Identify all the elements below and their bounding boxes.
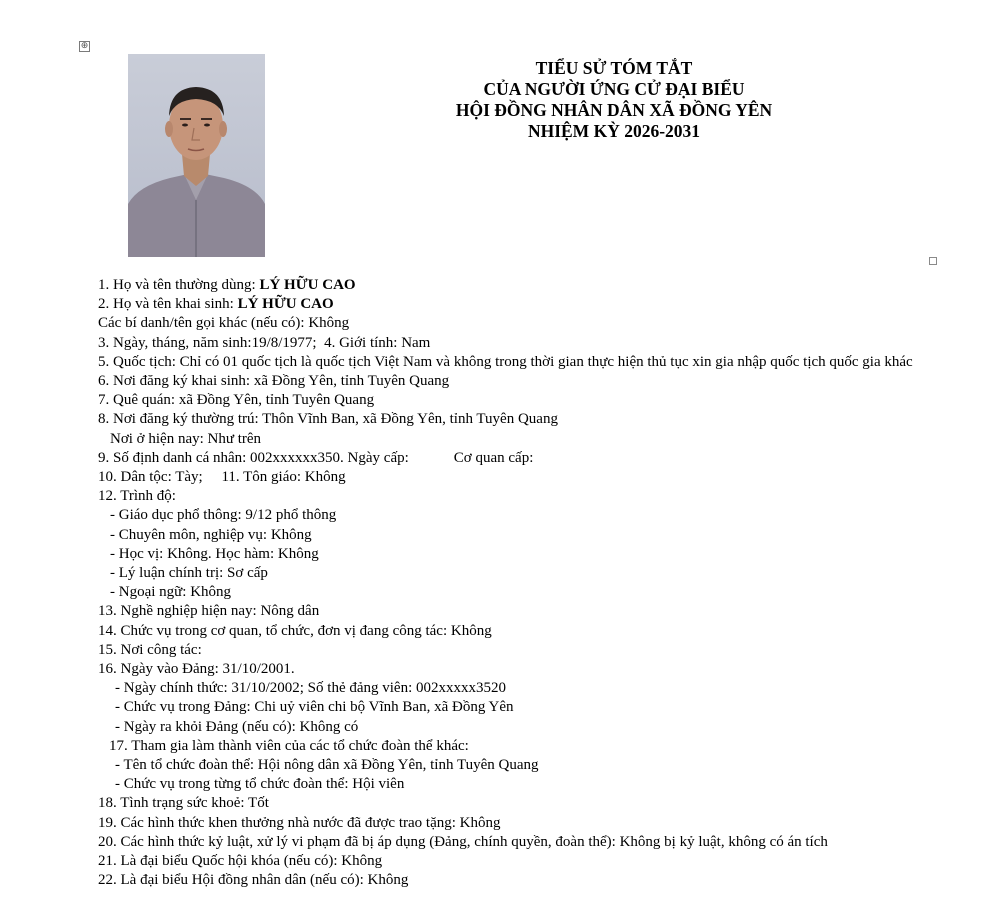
field-party-leave: - Ngày ra khỏi Đảng (nếu có): Không có: [115, 718, 359, 735]
field-personal-id: 9. Số định danh cá nhân: 002xxxxxx350. Ngày cấp: Cơ quan cấp:: [98, 449, 534, 466]
field-degree: - Học vị: Không. Học hàm: Không: [110, 545, 319, 562]
table-resize-handle[interactable]: [929, 257, 937, 265]
biography-body: [98, 276, 968, 891]
field-party-official: - Ngày chính thức: 31/10/2002; Số thẻ đảng viên: 002xxxxx3520: [115, 680, 507, 697]
candidate-photo: [128, 54, 265, 257]
field-peoples-council: 22. Là đại biểu Hội đồng nhân dân (nếu có): Không: [98, 872, 409, 889]
table-move-handle-icon[interactable]: ⊕: [80, 41, 89, 51]
field-awards: 19. Các hình thức khen thưởng nhà nước đã được trao tặng: Không: [98, 814, 501, 831]
field-organization-role: - Chức vụ trong từng tổ chức đoàn thể: Hội viên: [115, 776, 405, 793]
field-label: 1. Họ và tên thường dùng:: [98, 277, 260, 293]
field-permanent-residence: 8. Nơi đăng ký thường trú: Thôn Vĩnh Ban, xã Đồng Yên, tỉnh Tuyên Quang: [98, 411, 558, 428]
field-health: 18. Tình trạng sức khoẻ: Tốt: [98, 795, 269, 812]
title-line-2: CỦA NGƯỜI ỨNG CỬ ĐẠI BIỂU: [483, 79, 745, 99]
field-occupation: 13. Nghề nghiệp hiện nay: Nông dân: [98, 603, 320, 620]
field-current-residence: Nơi ở hiện nay: Như trên: [110, 430, 262, 447]
field-discipline: 20. Các hình thức kỷ luật, xử lý vi phạm đã bị áp dụng (Đảng, chính quyền, đoàn thể): Không bị kỷ luật, không có án tích: [98, 833, 828, 850]
field-birth-name: [98, 295, 968, 314]
field-common-name: [98, 276, 968, 295]
field-political-theory: - Lý luận chính trị: Sơ cấp: [110, 565, 268, 582]
field-workplace: 15. Nơi công tác:: [98, 641, 202, 658]
field-value: LÝ HỮU CAO: [237, 296, 334, 313]
field-label: 2. Họ và tên khai sinh:: [98, 296, 238, 313]
title-line-1: TIỂU SỬ TÓM TẮT: [535, 58, 693, 78]
field-birth-registration: 6. Nơi đăng ký khai sinh: xã Đồng Yên, tỉnh Tuyên Quang: [98, 373, 450, 390]
field-party-join-date: 16. Ngày vào Đảng: 31/10/2001.: [98, 661, 295, 678]
title-line-3: HỘI ĐỒNG NHÂN DÂN XÃ ĐỒNG YÊN: [455, 100, 773, 120]
field-national-assembly: 21. Là đại biểu Quốc hội khóa (nếu có): Không: [98, 853, 383, 870]
field-position: 14. Chức vụ trong cơ quan, tổ chức, đơn vị đang công tác: Không: [98, 622, 492, 639]
field-value: LÝ HỮU CAO: [259, 277, 356, 293]
field-nationality: 5. Quốc tịch: Chỉ có 01 quốc tịch là quốc tịch Việt Nam và không trong thời gian thực hiện thủ tục xin gia nhập quốc tịch quốc gia khác: [98, 353, 913, 370]
field-birthdate-gender: 3. Ngày, tháng, năm sinh:19/8/1977; 4. Giới tính: Nam: [98, 334, 431, 351]
field-organization-name: - Tên tổ chức đoàn thể: Hội nông dân xã Đồng Yên, tỉnh Tuyên Quang: [115, 757, 539, 774]
field-alias: Các bí danh/tên gọi khác (nếu có): Không: [98, 315, 350, 332]
field-party-position: - Chức vụ trong Đảng: Chi uỷ viên chi bộ Vĩnh Ban, xã Đồng Yên: [115, 699, 514, 716]
field-hometown: 7. Quê quán: xã Đồng Yên, tỉnh Tuyên Quang: [98, 392, 375, 409]
field-specialty: - Chuyên môn, nghiệp vụ: Không: [110, 526, 312, 543]
field-foreign-language: - Ngoại ngữ: Không: [110, 584, 232, 601]
title-line-4: NHIỆM KỲ 2026-2031: [527, 121, 701, 141]
field-general-education: - Giáo dục phổ thông: 9/12 phổ thông: [110, 507, 337, 524]
field-organizations: 17. Tham gia làm thành viên của các tổ chức đoàn thể khác:: [109, 737, 469, 754]
field-ethnicity-religion: 10. Dân tộc: Tày; 11. Tôn giáo: Không: [98, 469, 346, 486]
person-portrait-icon: [128, 54, 265, 257]
field-education-heading: 12. Trình độ:: [98, 488, 176, 505]
document-title: [380, 58, 848, 142]
